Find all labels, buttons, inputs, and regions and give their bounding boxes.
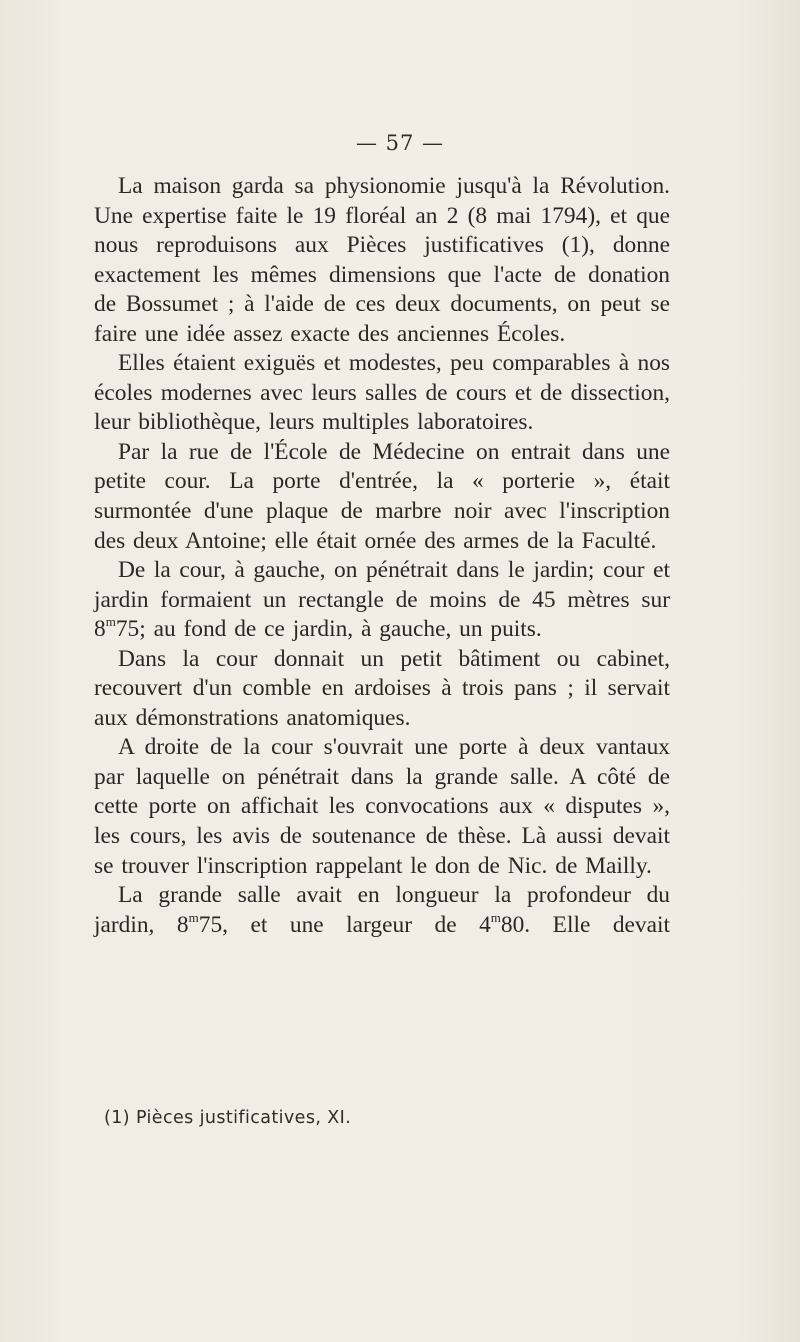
paragraph: Elles étaient exiguës et modestes, peu comparables à nos écoles modernes avec leurs salles de cours et de dissection, leur bibliothèque, leurs multiples laboratoires. (94, 350, 670, 436)
page-number: — 57 — (355, 131, 445, 155)
footnote: (1) Pièces justificatives, XI. (104, 1108, 352, 1128)
paragraph: La maison garda sa physionomie jusqu'à la Révolution. Une expertise faite le 19 floréal an 2 (8 mai 1794), et que nous reproduisons aux Pièces justificatives (1), donne exactement les mêmes dimensions que l'acte de donation de Bossumet ; à l'aide de ces deux documents, on peut se faire une idée assez exacte des anciennes Écoles. (94, 173, 670, 347)
paragraph: Par la rue de l'École de Médecine on entrait dans une petite cour. La porte d'entrée, la « porterie », était surmontée d'une plaque de marbre noir avec l'inscription des deux Antoine; elle était ornée des armes de la Faculté. (94, 438, 670, 554)
paragraph: Dans la cour donnait un petit bâtiment ou cabinet, recouvert d'un comble en ardoises à trois pans ; il servait aux démonstrations anatomiques. (94, 645, 670, 731)
paragraph: De la cour, à gauche, on pénétrait dans le jardin; cour et jardin formaient un rectangle de moins de 45 mètres sur 8$^m$75; au fond de ce jardin, à gauche, un puits. (94, 557, 670, 643)
paragraph: La grande salle avait en longueur la profondeur du jardin, 8$^m$75, et une largeur de 4$^m$80. Elle devait (94, 882, 670, 938)
body-text (94, 172, 670, 940)
paragraph: A droite de la cour s'ouvrait une porte à deux vantaux par laquelle on pénétrait dans la grande salle. A côté de cette porte on affichait les convocations aux « disputes », les cours, les avis de soutenance de thèse. Là aussi devait se trouver l'inscription rappelant le don de Nic. de Mailly. (94, 734, 670, 879)
